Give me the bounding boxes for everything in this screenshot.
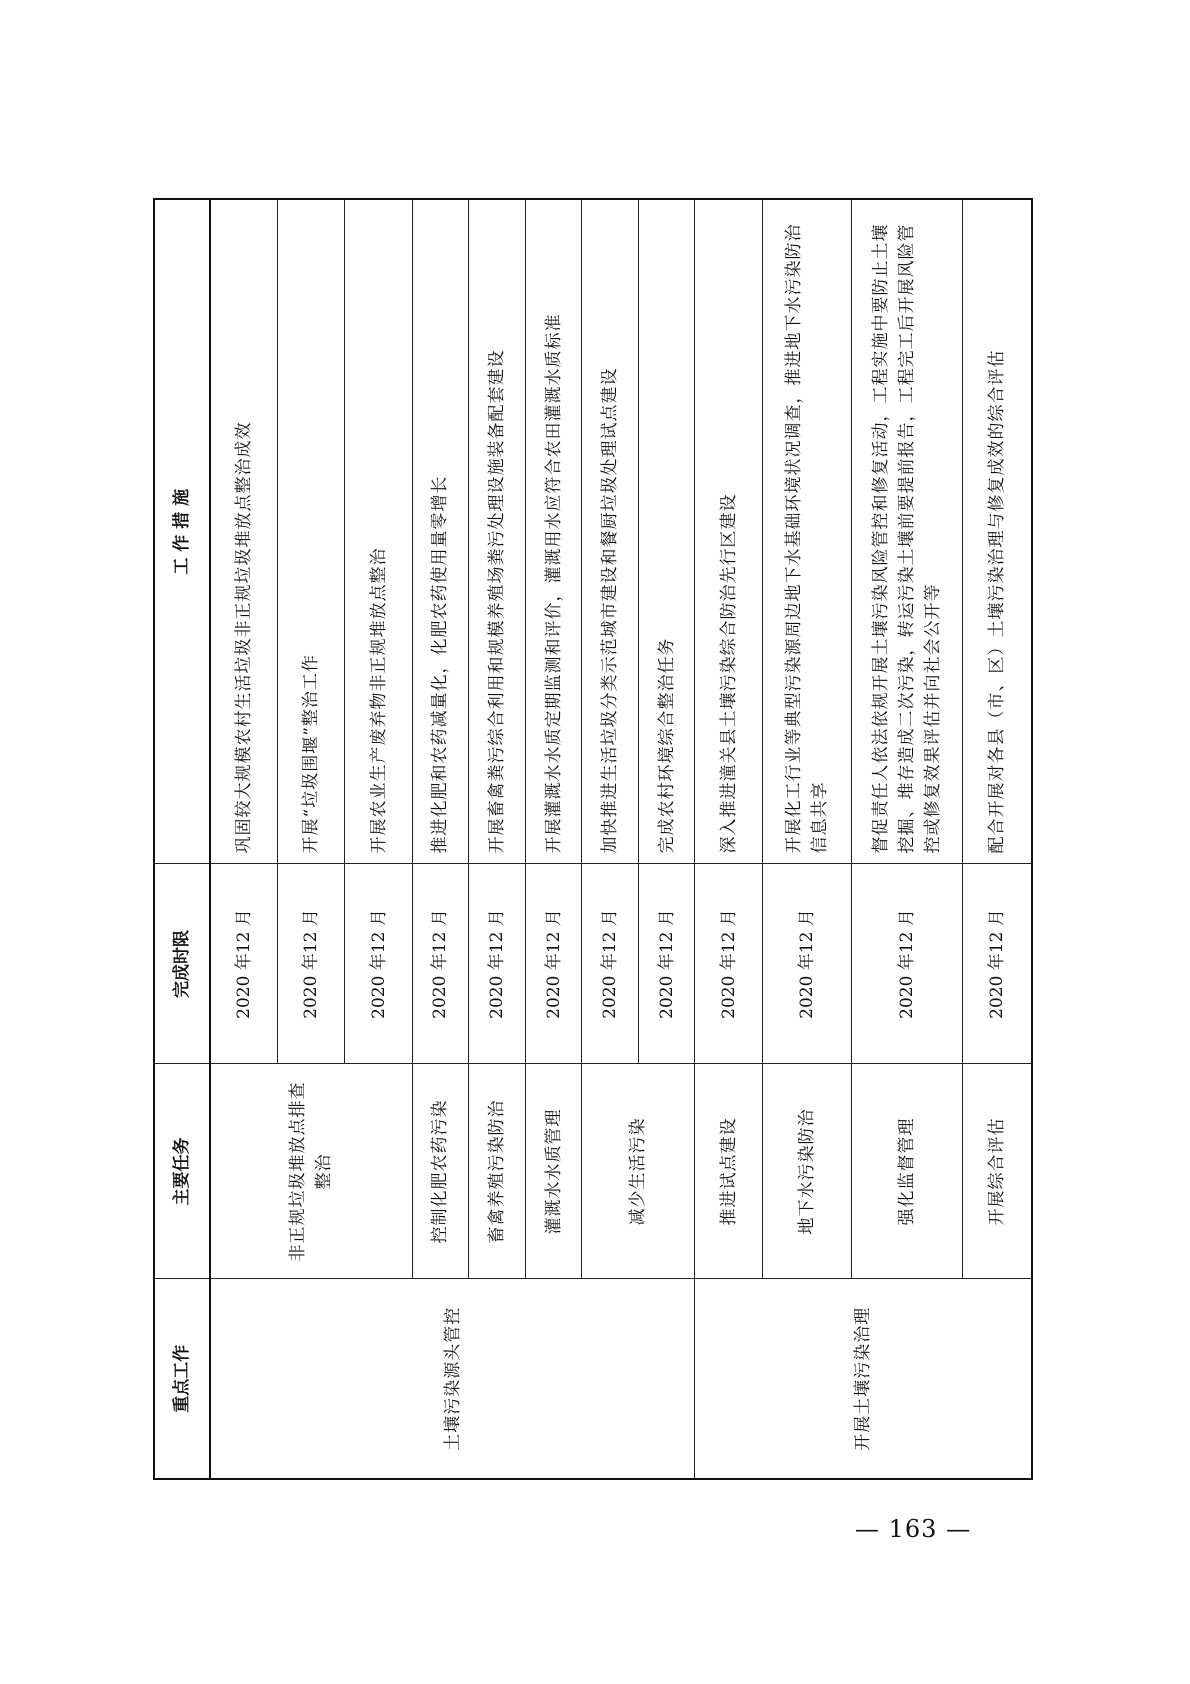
measure-cell: 深入推进潼关县土壤污染综合防治先行区建设 <box>695 199 762 864</box>
header-deadline: 完成时限 <box>154 864 210 1064</box>
measure-cell: 开展化工行业等典型污染源周边地下水基础环境状况调查，推进地下水污染防治信息共享 <box>762 199 851 864</box>
task-cell: 非正规垃圾堆放点排查整治 <box>210 1064 412 1279</box>
header-work-measures: 工 作 措 施 <box>154 199 210 864</box>
header-main-task: 主要任务 <box>154 1064 210 1279</box>
measure-cell: 配合开展对各县（市、区）土壤污染治理与修复成效的综合评估 <box>962 199 1032 864</box>
task-cell: 开展综合评估 <box>962 1064 1032 1279</box>
task-cell: 灌溉水水质管理 <box>525 1064 582 1279</box>
measure-cell: 开展“垃圾围堰”整治工作 <box>277 199 344 864</box>
deadline-cell: 2020 年12 月 <box>525 864 582 1064</box>
deadline-cell: 2020 年12 月 <box>582 864 639 1064</box>
task-cell: 强化监督管理 <box>851 1064 962 1279</box>
deadline-cell: 2020 年12 月 <box>345 864 412 1064</box>
deadline-cell: 2020 年12 月 <box>412 864 469 1064</box>
measure-cell: 推进化肥和农药减量化，化肥农药使用量零增长 <box>412 199 469 864</box>
deadline-cell: 2020 年12 月 <box>638 864 695 1064</box>
deadline-cell: 2020 年12 月 <box>469 864 526 1064</box>
deadline-cell: 2020 年12 月 <box>695 864 762 1064</box>
deadline-cell: 2020 年12 月 <box>277 864 344 1064</box>
measure-cell: 开展灌溉水水质定期监测和评价，灌溉用水应符合农田灌溉水质标准 <box>525 199 582 864</box>
work-measures-table <box>153 198 1033 1480</box>
task-cell: 减少生活污染 <box>582 1064 695 1279</box>
task-cell: 推进试点建设 <box>695 1064 762 1279</box>
measure-cell: 督促责任人依法依规开展土壤污染风险管控和修复活动，工程实施中要防止土壤挖掘、堆存造成二次污染，转运污染土壤前要提前报告，工程完工后开展风险管控或修复效果评估并向社会公开等 <box>851 199 962 864</box>
table-row <box>210 199 277 1479</box>
focus-cell: 开展土壤污染治理 <box>695 1279 1032 1479</box>
table-header-row <box>154 199 210 1479</box>
deadline-cell: 2020 年12 月 <box>851 864 962 1064</box>
measure-cell: 开展农业生产废弃物非正规堆放点整治 <box>345 199 412 864</box>
task-cell: 控制化肥农药污染 <box>412 1064 469 1279</box>
rotated-table-frame <box>153 200 1033 1480</box>
deadline-cell: 2020 年12 月 <box>962 864 1032 1064</box>
table-row <box>695 199 762 1479</box>
measure-cell: 巩固较大规模农村生活垃圾非正规垃圾堆放点整治成效 <box>210 199 277 864</box>
focus-cell: 土壤污染源头管控 <box>210 1279 695 1479</box>
measure-cell: 开展畜禽粪污综合利用和规模养殖场粪污处理设施装备配套建设 <box>469 199 526 864</box>
header-focus-work: 重点工作 <box>154 1279 210 1479</box>
deadline-cell: 2020 年12 月 <box>210 864 277 1064</box>
task-cell: 地下水污染防治 <box>762 1064 851 1279</box>
task-cell: 畜禽养殖污染防治 <box>469 1064 526 1279</box>
measure-cell: 加快推进生活垃圾分类示范城市建设和餐厨垃圾处理试点建设 <box>582 199 639 864</box>
deadline-cell: 2020 年12 月 <box>762 864 851 1064</box>
page-number: — 163 — <box>855 1515 972 1543</box>
measure-cell: 完成农村环境综合整治任务 <box>638 199 695 864</box>
